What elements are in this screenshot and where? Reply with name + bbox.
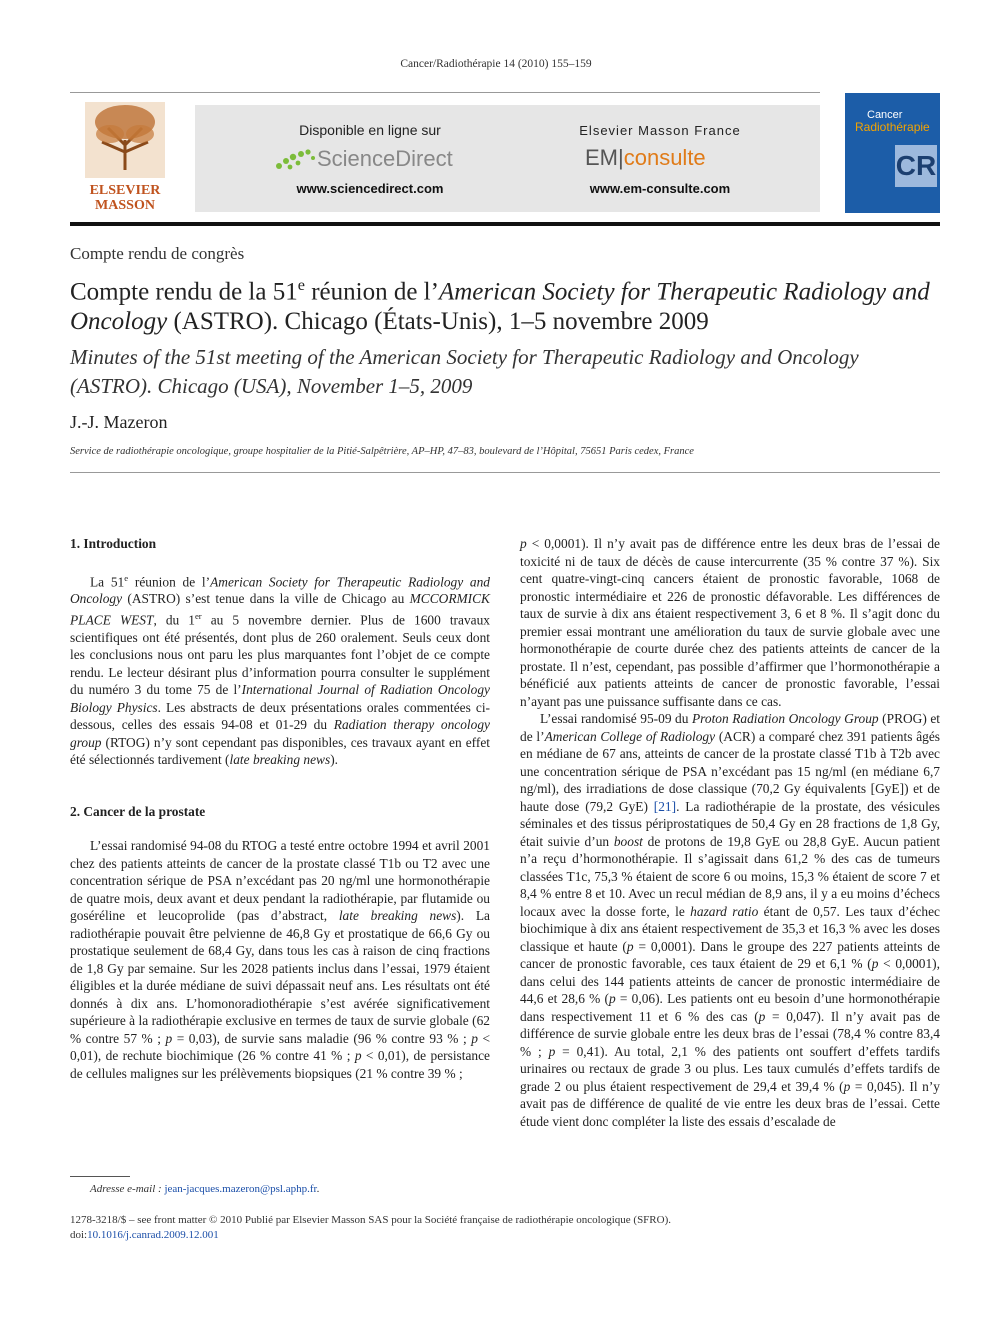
- author: J.-J. Mazeron: [70, 412, 168, 432]
- article-title-fr: Compte rendu de la 51e réunion de l’American Society for Therapeutic Radiology and Oncology (ASTRO). Chicago (États-Unis), 1–5 novembre 2009: [70, 276, 930, 336]
- sciencedirect-url[interactable]: www.sciencedirect.com: [296, 181, 444, 196]
- journal-reference: Cancer/Radiothérapie 14 (2010) 155–159: [400, 58, 592, 70]
- em-logo-consulte: consulte: [623, 145, 706, 170]
- em-consulte-logo[interactable]: EM|consulte: [585, 145, 706, 170]
- abstract-rule: [70, 472, 940, 473]
- prostate-paragraph-cont: p < 0,0001). Il n’y avait pas de différence entre les deux bras de l’essai de toxicité ni de taux de décès de cause intercurrente (35 % contre 37 %). Six cent quatre-vingt-cinq cancers étaient de pronostic favorable, 1068 de pronostic intermédiaire et 226 de pronostic défavorable. Les différences de taux de survie à dix ans étaient respectivement 3, 6 et 8 %. Il s’agit donc du premier essai montrant une amélioration du taux de survie globale avec une hormonothérapie de courte durée chez des patients atteints de cancer de la prostate. Il n’est, cependant, pas possible d’affirmer que l’hormonothérapie a bénéficié aux patients atteints de cancer de pronostic favorable, l’essai n’ayant pas une puissance suffisante dans ce cas.: [520, 536, 940, 709]
- reference-link[interactable]: [21]: [653, 798, 677, 814]
- cover-title-radiotherapie: Radiothérapie: [855, 120, 930, 134]
- header-rule: [70, 92, 820, 93]
- footnote-label: Adresse e-mail :: [90, 1183, 162, 1195]
- masson-wordmark: MASSON: [95, 198, 155, 213]
- article-type: Compte rendu de congrès: [70, 244, 245, 263]
- doi-link[interactable]: 10.1016/j.canrad.2009.12.001: [87, 1229, 219, 1241]
- copyright-line: 1278-3218/$ – see front matter © 2010 Publié par Elsevier Masson SAS pour la Société française de radiothérapie oncologique (SFRO).: [70, 1214, 671, 1226]
- sciencedirect-logo[interactable]: [275, 146, 453, 172]
- prostate-paragraph-1: L’essai randomisé 94-08 du RTOG a testé entre octobre 1994 et avril 2001 chez des patients atteints de cancer de la prostate classé T1b ou T2 avec une concentration sérique de PSA n’excédant pas 20 ng/ml une hormonothérapie de quatre mois, deux avant et deux pendant la radiothérapie, par flutamide ou goséréline et leucoprolide (pas d’abstract, late breaking news). La radiothérapie pouvait être pelvienne de 46,8 Gy et prostatique de 66,6 Gy ou prostatique seulement de 68,4 Gy, dans tous les cas à raison de cinq fractions de 1,8 Gy par semaine. Sur les 2028 patients inclus dans l’essai, 1979 étaient éligibles et la durée médiane de suivi dépassait neuf ans. Les résultats ont été donnés à dix ans. L’homonoradiothérapie s’est avérée significativement supérieure à la radiothérapie exclusive en termes de taux de survie globale (62 % contre 57 % ; p = 0,03), de survie sans maladie (96 % contre 93 % ; p < 0,01), de rechute biochimique (26 % contre 41 % ; p < 0,01), de persistance de cellules malignes sur les prélèvements biopsiques (21 % contre 39 % ;: [70, 838, 490, 1081]
- journal-cover[interactable]: [845, 93, 940, 213]
- intro-paragraph: La 51e réunion de l’American Society for Therapeutic Radiology and Oncology (ASTRO) s’est tenue dans la ville de Chicago au MCCORMICK PLACE WEST, du 1er au 5 novembre dernier. Plus de 1600 travaux scientifiques ont été présentés, dont plus de 260 oralement. Seuls ceux dont les conclusions nous ont paru les plus marquantes font l’objet de ce compte rendu. Le lecteur désirant plus d’information pourra consulter le supplément du numéro 3 du tome 75 de l’International Journal of Radiation Oncology Biology Physics. Les abstracts de deux présentations orales commentées ci-dessous, celles des essais 94-08 et 01-29 du Radiation therapy oncology group (RTOG) n’y sont cependant pas disponibles, ces travaux ayant en effet été sélectionnés tardivement (late breaking news).: [70, 572, 491, 768]
- doi-line: doi:10.1016/j.canrad.2009.12.001: [70, 1229, 219, 1241]
- em-consulte-url[interactable]: www.em-consulte.com: [589, 181, 731, 196]
- section-heading-prostate: 2. Cancer de la prostate: [70, 803, 206, 819]
- author-email-link[interactable]: jean-jacques.mazeron@psl.aphp.fr: [164, 1183, 317, 1195]
- em-publisher-label: Elsevier Masson France: [579, 123, 741, 138]
- right-column: [520, 535, 940, 1130]
- left-column: [70, 535, 490, 1082]
- elsevier-logo[interactable]: [70, 100, 180, 215]
- prostate-paragraph-2: L’essai randomisé 95-09 du Proton Radiation Oncology Group (PROG) et de l’American College of Radiology (ACR) a comparé chez 391 patients âgés en médiane de 67 ans, atteints de cancer de la prostate classé T1b à T2b avec une concentration sérique de PSA n’excédant pas 15 ng/ml (en médiane 6,7 ng/ml), des irradiations de dose classique (70,2 Gy équivalents [GyE]) et de haute dose (79,2 GyE) [21]. La radiothérapie de la prostate, des vésicules séminales et des tissus périprostatiques de 50,4 Gy en 28 fractions de 1,8 Gy, était suivie d’un boost de protons de 19,8 GyE ou 28,8 GyE. Aucun patient n’a reçu d’hormonothérapie. Il s’agissait dans 61,2 % des cas de tumeurs classées T1c, 75,3 % étaient de score 6 ou moins, 15,3 % étaient de score 7 et 8,4 % entre 8 et 10. Avec un recul médian de 8,9 ans, il y a eu moins d’échecs locaux avec la dosse forte, le hazard ratio étant de 0,57. Les taux d’échec biochimique à dix ans étaient respectivement de 35,3 et 16,3 % avec les doses classique et haute (p = 0,0001). Dans le groupe des 227 patients atteints de cancer de pronostic favorable, ces taux étaient de 29 et 6,1 % (p < 0,0001), dans celui des 144 patients atteints de cancer de pronostic intermédiaire de 44,6 et 28,6 % (p = 0,06). Les patients ont eu besoin d’une hormonothérapie dans respectivement 11 et 6 % des cas (p = 0,047). Il n’y avait pas de différence de survie globale entre les deux bras de l’essai (78,4 % contre 83,4 % ; p = 0,41). Au total, 2,1 % des patients ont souffert d’effets tardifs urinaires ou rectaux de grade 3 ou plus. Les taux cumulés d’effets tardifs de grade 2 ou plus étaient respectivement de 29,4 et 39,4 % (p = 0,045). Il n’y avait pas de différence de qualité de vie entre les deux bras de l’essai. Cette étude vient donc compléter la liste des essais d’escalade de: [520, 711, 940, 1129]
- sciencedirect-wordmark: ScienceDirect: [317, 146, 453, 171]
- title-rule: [70, 222, 940, 226]
- em-logo-em: EM: [585, 145, 618, 170]
- cover-title-cancer: Cancer: [867, 109, 903, 121]
- sciencedirect-dots-icon: [275, 148, 317, 172]
- elsevier-wordmark: ELSEVIER: [89, 183, 161, 198]
- sd-available-label: Disponible en ligne sur: [299, 122, 441, 138]
- cover-cr-badge: CR: [895, 145, 937, 187]
- footnote: Adresse e-mail : jean-jacques.mazeron@psl.aphp.fr.: [90, 1183, 320, 1195]
- section-heading-intro: 1. Introduction: [70, 536, 157, 551]
- article-title-en: Minutes of the 51st meeting of the American Society for Therapeutic Radiology and Oncology (ASTRO). Chicago (USA), November 1–5, 2009: [70, 345, 859, 398]
- tree-icon: [70, 100, 180, 178]
- affiliation: Service de radiothérapie oncologique, groupe hospitalier de la Pitié-Salpêtrière, AP–HP, 47–83, boulevard de l’Hôpital, 75651 Paris cedex, France: [70, 446, 694, 457]
- footnote-rule: [70, 1176, 130, 1177]
